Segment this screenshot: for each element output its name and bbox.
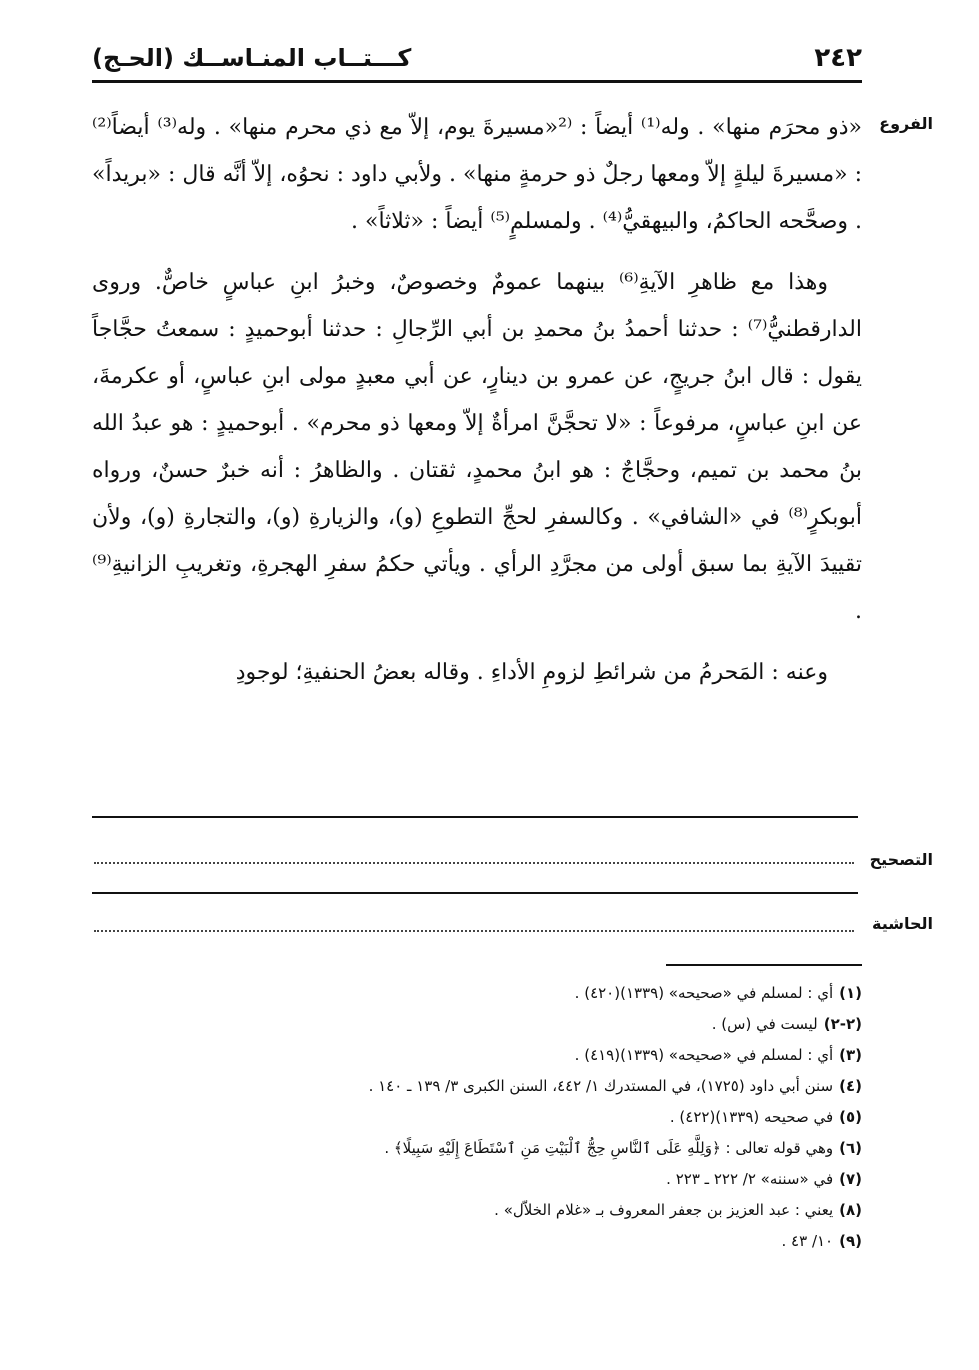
paragraph: وعنه : المَحرمُ من شرائطِ لزومِ الأداءِ . وقاله بعضُ الحنفيةِ؛ لوجودِ	[235, 660, 828, 685]
footnote-text: ليست في (س) .	[711, 1015, 818, 1033]
paragraph: «ذو محرَم منها» . وله⁽¹⁾ أيضاً : ⁽²«مسيرةَ يوم، إلاّ مع ذي محرم منها» . وله⁽³⁾ أيضاً⁽²⁾ : «مسيرةَ ليلةٍ إلاّ ومعها رجلٌ ذو حرمةٍ منها» . ولأبي داود : نحوُه، إلاّ أنَّه قال : «بريداً» . وصحَّحه الحاكمُ، والبيهقيُّ⁽⁴⁾ . ولمسلمٍ⁽⁵⁾ أيضاً : «ثلاثاً» .	[92, 115, 862, 234]
footnote	[92, 1226, 862, 1257]
footnote-text: أي : لمسلم في «صحيحه» (١٣٣٩)(٤٢٠) .	[574, 984, 834, 1002]
footnote	[92, 1071, 862, 1102]
footnote-number: (٦)	[839, 1139, 862, 1157]
footnote	[92, 1040, 862, 1071]
footnote-text: في «سننه» ٢/ ٢٢٢ ـ ٢٢٣ .	[666, 1170, 834, 1188]
footnote-text: أي : لمسلم في «صحيحه» (١٣٣٩)(٤١٩) .	[574, 1046, 834, 1064]
footnote	[92, 1133, 862, 1164]
correction-dotted-line	[94, 862, 854, 864]
paragraph: وهذا مع ظاهرِ الآيةِ⁽⁶⁾ بينهما عمومٌ وخصوصٌ، وخبرُ ابنِ عباسٍ خاصٌّ. وروى الدارقطنيُّ⁽⁷⁾ : حدثنا أحمدُ بنُ محمدِ بن أبي الرِّجالِ : حدثنا أبوحميدٍ : سمعتُ حجَّاجاً يقول : قال ابنُ جريجٍ، عن عمرو بن دينارٍ، عن أبي معبدٍ مولى ابنِ عباسٍ، أو عكرمةَ، عن ابنِ عباسٍ، مرفوعاً : «لا تحجَّنَّ امرأةٌ إلاّ ومعها ذو محرم» . أبوحميدٍ : هو عبدُ الله بنُ محمد بن تميم، وحجَّاجٌ : هو ابنُ محمدٍ، ثقتان . والظاهرُ : أنه خبرٌ حسنٌ، ورواه أبوبكرٍ⁽⁸⁾ في «الشافي» . وكالسفرِ لحجِّ التطوعِ (و)، والزيارةِ (و)، والتجارةِ (و)، ولأن تقييدَ الآيةِ بما سبق أولى من مجرَّدِ الرأي . ويأتي حكمُ سفرِ الهجرةِ، وتغريبِ الزانيةِ⁽⁹⁾ .	[92, 270, 862, 624]
footnote-number: (٣)	[839, 1046, 862, 1064]
margin-label-branches: الفروع	[879, 114, 933, 133]
footnote-number: (٢-٢)	[823, 1015, 862, 1033]
notes-dotted-line	[94, 930, 854, 932]
page-number: ٢٤٢	[814, 43, 862, 73]
footnote-number: (٤)	[839, 1077, 862, 1095]
margin-label-notes: الحاشية	[872, 914, 933, 933]
footnote	[92, 1102, 862, 1133]
footnotes	[92, 978, 862, 1257]
footnote	[92, 978, 862, 1009]
footnote-text: في صحيحه (١٣٣٩)(٤٢٢) .	[669, 1108, 834, 1126]
footnote-number: (١)	[839, 984, 862, 1002]
footnote-number: (٩)	[839, 1232, 862, 1250]
running-header	[92, 40, 862, 76]
footnote-number: (٧)	[839, 1170, 862, 1188]
main-text	[92, 104, 862, 696]
footnote	[92, 1009, 862, 1040]
section-rule	[92, 816, 858, 818]
footnote-number: (٥)	[839, 1108, 862, 1126]
section-rule	[92, 892, 858, 894]
footnote-number: (٨)	[839, 1201, 862, 1219]
footnote-text: سنن أبي داود (١٧٢٥)، في المستدرك ١/ ٤٤٢، السنن الكبرى ٣/ ١٣٩ ـ ١٤٠ .	[368, 1077, 834, 1095]
header-rule	[92, 80, 862, 83]
margin-label-correction: التصحيح	[869, 850, 933, 869]
footnote-separator	[666, 964, 862, 966]
footnote-text: ١٠/ ٤٣ .	[781, 1232, 834, 1250]
footnote	[92, 1195, 862, 1226]
footnote	[92, 1164, 862, 1195]
book-title: كـــتــاب المنـاســك (الحـج)	[92, 44, 412, 72]
footnote-text: وهي قوله تعالى : ﴿وَلِلَّهِ عَلَى ٱلنَّاسِ حِجُّ ٱلْبَيْتِ مَنِ ٱسْتَطَاعَ إِلَيْهِ سَبِيلًا﴾ .	[384, 1139, 834, 1157]
footnote-text: يعني : عبد العزيز بن جعفر المعروف بـ «غلام الخلاّل» .	[494, 1201, 834, 1219]
